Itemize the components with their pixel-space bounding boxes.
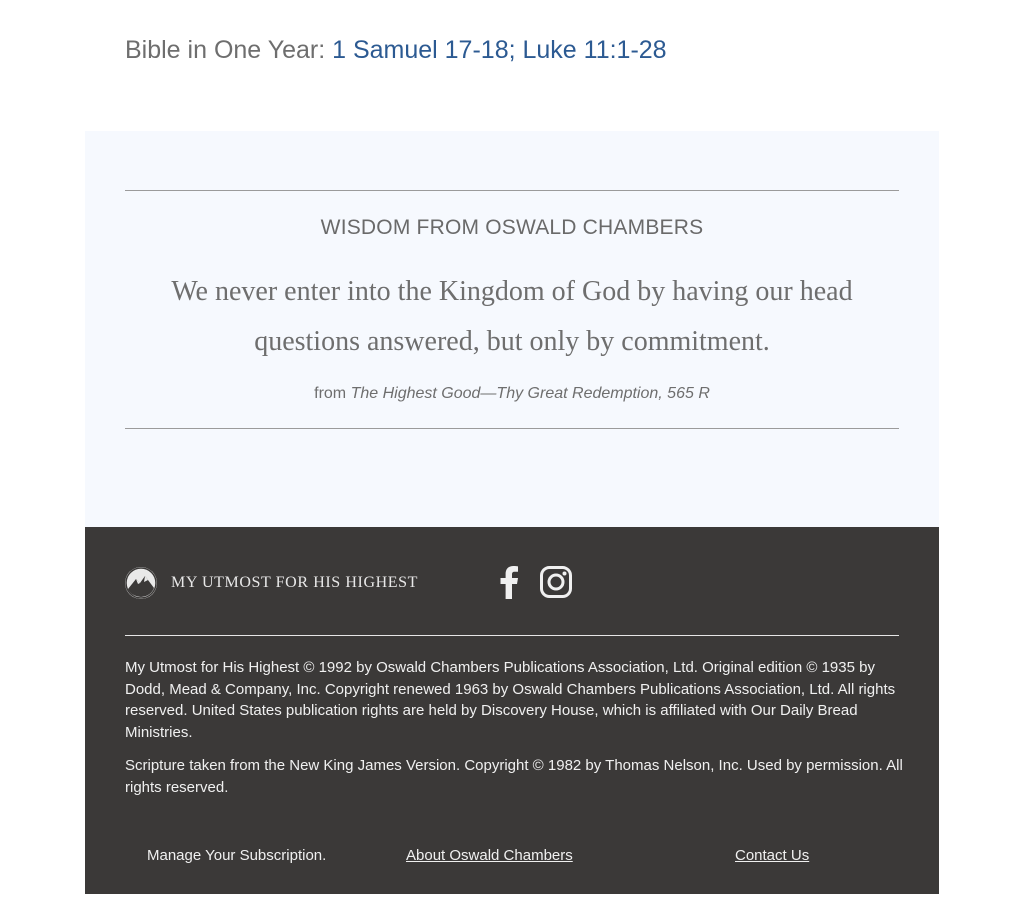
footer-links bbox=[85, 847, 939, 869]
mountain-logo-icon bbox=[125, 567, 157, 599]
manage-subscription-link[interactable]: Manage Your Subscription. bbox=[147, 847, 327, 864]
social-links bbox=[499, 565, 573, 604]
quote-source-title: The Highest Good—Thy Great Redemption, 565 R bbox=[350, 385, 710, 402]
wisdom-section bbox=[85, 131, 939, 527]
quote-source bbox=[85, 385, 939, 403]
footer-logo-text: MY UTMOST FOR HIS HIGHEST bbox=[171, 574, 419, 591]
contact-us-link[interactable]: Contact Us bbox=[735, 847, 810, 864]
footer-logo[interactable] bbox=[125, 567, 418, 599]
divider bbox=[125, 190, 899, 191]
facebook-icon[interactable] bbox=[499, 565, 519, 604]
divider bbox=[125, 428, 899, 429]
bible-reading-link[interactable]: 1 Samuel 17-18; Luke 11:1-28 bbox=[332, 36, 667, 64]
instagram-icon[interactable] bbox=[539, 565, 573, 604]
bible-label: Bible in One Year: bbox=[125, 36, 333, 64]
footer bbox=[85, 527, 939, 894]
footer-copyright bbox=[125, 657, 905, 810]
copyright-text: My Utmost for His Highest © 1992 by Oswald Chambers Publications Association, Ltd. Original edition © 1935 by Dodd, Mead & Company, Inc. Copyright renewed 1963 by Oswald Chambers Publications Association, Ltd. All rights reserved. United States publication rights are held by Discovery House, which is affiliated with Our Daily Bread Ministries. bbox=[125, 659, 896, 741]
wisdom-quote: We never enter into the Kingdom of God by having our head questions answered, but only by commitment. bbox=[171, 276, 853, 357]
bible-in-one-year bbox=[125, 36, 667, 65]
quote-source-prefix: from bbox=[314, 385, 351, 402]
about-oswald-chambers-link[interactable]: About Oswald Chambers bbox=[406, 847, 573, 864]
wisdom-heading: WISDOM FROM OSWALD CHAMBERS bbox=[320, 216, 704, 239]
footer-divider bbox=[125, 635, 899, 636]
scripture-text: Scripture taken from the New King James Version. Copyright © 1982 by Thomas Nelson, Inc. Used by permission. All rights reserved. bbox=[125, 757, 903, 796]
